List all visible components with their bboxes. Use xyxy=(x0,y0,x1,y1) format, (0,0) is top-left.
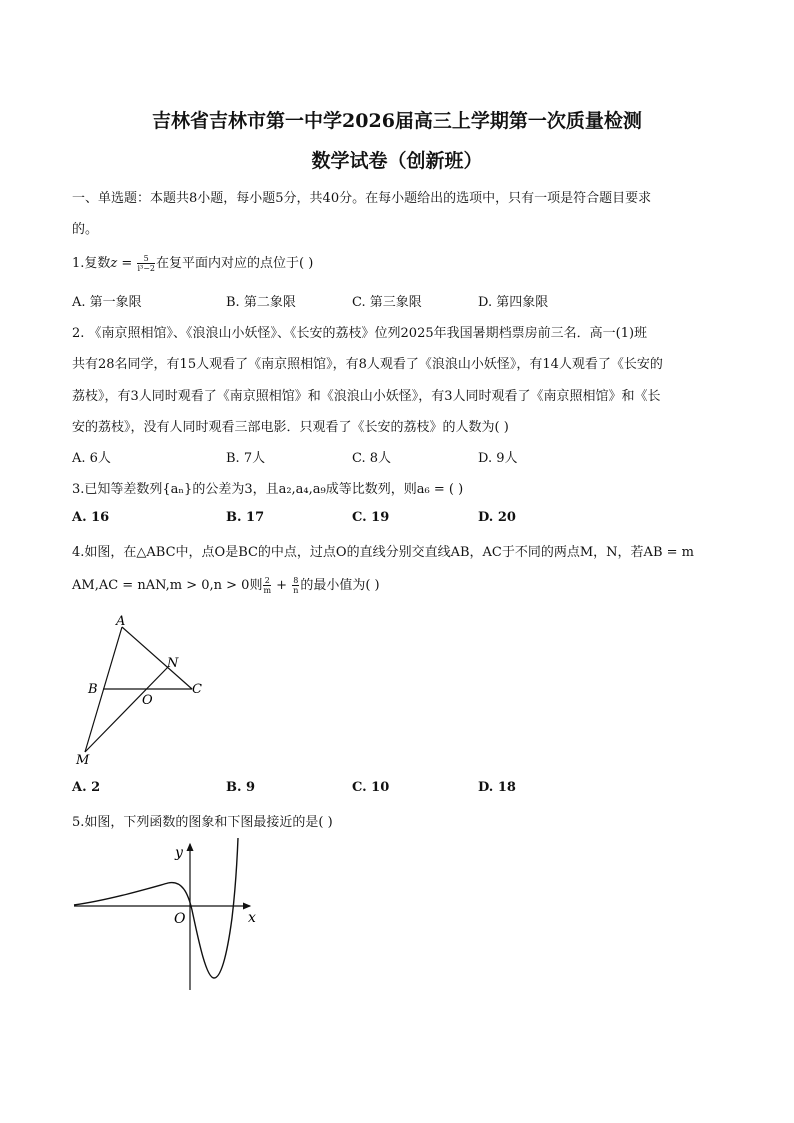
q4-frac2-num: 8 xyxy=(293,576,299,585)
line-ac xyxy=(122,627,192,689)
function-curve xyxy=(74,838,238,978)
label-c: C xyxy=(192,682,202,697)
q2-option-d: D. 9人 xyxy=(478,451,518,466)
label-o: O xyxy=(142,693,153,708)
q4-line-1: 4.如图，在△ABC中，点O是BC的中点，过点O的直线分别交直线AB，AC于不同的两点M，N，若AB = m xyxy=(72,545,694,560)
q1-frac-num: 5 xyxy=(137,254,155,264)
q4-line2-b: 的最小值为( ) xyxy=(300,578,380,593)
q1-prefix: 1.复数 xyxy=(72,256,111,271)
q2-option-a: A. 6人 xyxy=(72,451,111,466)
q4-option-b: B. 9 xyxy=(226,780,256,795)
q2-line-2: 共有28名同学，有15人观看了《南京照相馆》，有8人观看了《浪浪山小妖怪》，有14人观看了《长安的 xyxy=(72,357,663,372)
label-origin: O xyxy=(174,911,186,927)
section1-heading-cont: 的。 xyxy=(72,222,99,237)
exam-title-line1: 吉林省吉林市第一中学2026届高三上学期第一次质量检测 xyxy=(152,110,642,132)
q1-option-a: A. 第一象限 xyxy=(72,295,142,310)
q4-line-2 xyxy=(72,574,380,595)
question-3: 3.已知等差数列{aₙ}的公差为3，且a₂,a₄,a₉成等比数列，则a₆ = ( ) xyxy=(72,482,464,497)
q4-option-c: C. 10 xyxy=(352,780,390,795)
q2-line-3: 荔枝》，有3人同时观看了《南京照相馆》和《浪浪山小妖怪》，有3人同时观看了《南京照相馆》和《长 xyxy=(72,389,661,404)
q3-option-d: D. 20 xyxy=(478,510,516,525)
label-b: B xyxy=(88,682,98,697)
q1-var: z xyxy=(110,256,118,271)
q4-triangle-figure xyxy=(70,612,220,772)
q4-frac1-den: m xyxy=(263,586,272,595)
q4-option-a: A. 2 xyxy=(72,780,101,795)
q1-option-c: C. 第三象限 xyxy=(352,295,422,310)
question-1 xyxy=(72,252,313,273)
label-x: x xyxy=(248,910,256,926)
q1-option-d: D. 第四象限 xyxy=(478,295,549,310)
q1-option-b: B. 第二象限 xyxy=(226,295,296,310)
q3-option-c: C. 19 xyxy=(352,510,390,525)
q4-plus: + xyxy=(272,578,292,593)
q1-suffix: 在复平面内对应的点位于( ) xyxy=(156,256,314,271)
q5-function-graph xyxy=(70,838,270,994)
label-a: A xyxy=(116,614,126,629)
q3-option-a: A. 16 xyxy=(72,510,110,525)
q2-line-1: 2. 《南京照相馆》、《浪浪山小妖怪》、《长安的荔枝》位列2025年我国暑期档票房前三名．高一(1)班 xyxy=(72,326,648,341)
q2-option-c: C. 8人 xyxy=(352,451,392,466)
label-y: y xyxy=(175,845,183,861)
q2-option-b: B. 7人 xyxy=(226,451,266,466)
q4-frac2-den: n xyxy=(293,586,299,595)
q4-fraction-1 xyxy=(263,576,271,595)
section1-heading: 一、单选题：本题共8小题，每小题5分，共40分。在每小题给出的选项中，只有一项是符合题目要求 xyxy=(72,191,652,206)
q1-eq: = xyxy=(117,256,137,271)
q2-line-4: 安的荔枝》，没有人同时观看三部电影．只观看了《长安的荔枝》的人数为( ) xyxy=(72,420,509,435)
q1-fraction xyxy=(137,254,155,273)
q4-line2-a: AM,AC = nAN,m > 0,n > 0则 xyxy=(72,578,263,593)
q1-frac-den: i³−2 xyxy=(137,264,155,273)
label-m: M xyxy=(76,753,90,768)
q4-option-d: D. 18 xyxy=(478,780,516,795)
q4-fraction-2 xyxy=(292,576,299,595)
label-n: N xyxy=(167,656,179,671)
question-5: 5.如图，下列函数的图象和下图最接近的是( ) xyxy=(72,815,333,830)
q3-option-b: B. 17 xyxy=(226,510,265,525)
q4-frac1-num: 2 xyxy=(264,576,270,585)
exam-title-line2: 数学试卷（创新班） xyxy=(311,150,483,172)
